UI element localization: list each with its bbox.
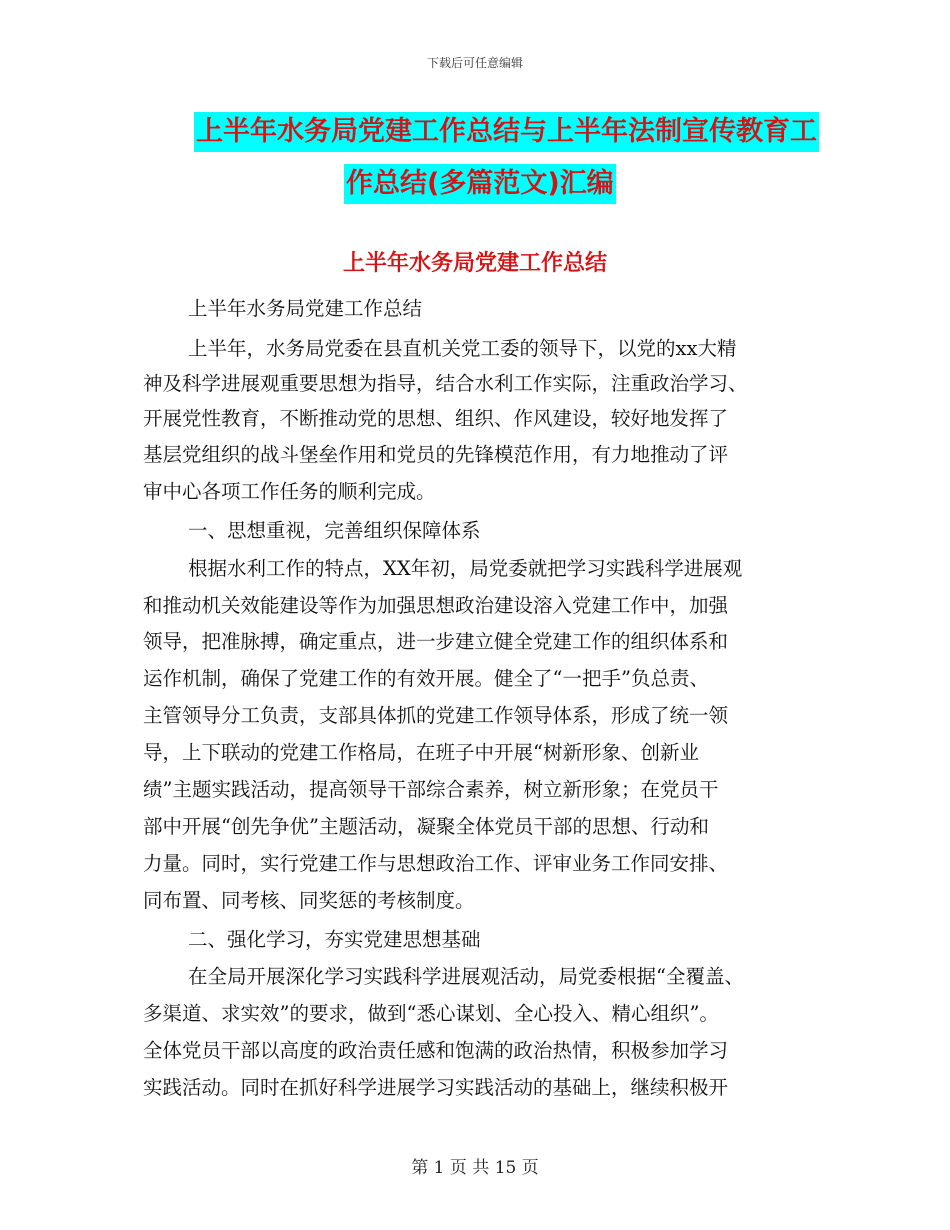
header-note: 下载后可任意编辑 <box>426 56 523 70</box>
body-line: 开展党性教育，不断推动党的思想、组织、作风建设，较好地发挥了 <box>143 407 729 430</box>
body-line: 上半年，水务局党委在县直机关党工委的领导下，以党的xx大精 <box>188 337 737 360</box>
body-line: 导，上下联动的党建工作格局，在班子中开展“树新形象、创新业 <box>143 741 699 764</box>
body-line: 上半年水务局党建工作总结 <box>188 297 423 320</box>
body-line: 基层党组织的战斗堡垒作用和党员的先锋模范作用，有力地推动了评 <box>143 443 729 466</box>
body-line: 部中开展“创先争优”主题活动，凝聚全体党员干部的思想、行动和 <box>143 815 709 838</box>
body-line: 在全局开展深化学习实践科学进展观活动，局党委根据“全覆盖、 <box>188 965 744 988</box>
body-line: 主管领导分工负责，支部具体抓的党建工作领导体系，形成了统一领 <box>143 704 729 727</box>
body-line: 力量。同时，实行党建工作与思想政治工作、评审业务工作同安排、 <box>143 852 729 875</box>
page-footer: 第 1 页 共 15 页 <box>411 1158 539 1178</box>
body-line: 全体党员干部以高度的政治责任感和饱满的政治热情，积极参加学习 <box>143 1039 729 1062</box>
body-line: 实践活动。同时在抓好科学进展学习实践活动的基础上，继续积极开 <box>143 1076 729 1099</box>
document-title-line-2: 作总结(多篇范文)汇编 <box>344 164 616 204</box>
body-line: 和推动机关效能建设等作为加强思想政治建设溶入党建工作中，加强 <box>143 594 729 617</box>
body-line: 二、强化学习，夯实党建思想基础 <box>188 928 481 951</box>
body-line: 绩”主题实践活动，提高领导干部综合素养，树立新形象；在党员干 <box>143 778 719 801</box>
document-title-line-1: 上半年水务局党建工作总结与上半年法制宣传教育工 <box>194 112 819 152</box>
body-line: 领导，把准脉搏，确定重点，进一步建立健全党建工作的组织体系和 <box>143 630 729 653</box>
body-line: 根据水利工作的特点，XX年初，局党委就把学习实践科学进展观 <box>188 557 743 580</box>
body-line: 一、思想重视，完善组织保障体系 <box>188 519 481 542</box>
body-line: 审中心各项工作任务的顺利完成。 <box>143 480 436 503</box>
body-line: 多渠道、求实效”的要求，做到“悉心谋划、全心投入、精心组织”。 <box>143 1002 719 1025</box>
body-line: 同布置、同考核、同奖惩的考核制度。 <box>143 889 475 912</box>
body-line: 运作机制，确保了党建工作的有效开展。健全了“一把手”负总责、 <box>143 667 709 690</box>
section-title: 上半年水务局党建工作总结 <box>342 251 607 276</box>
body-line: 神及科学进展观重要思想为指导，结合水利工作实际，注重政治学习、 <box>143 372 748 395</box>
